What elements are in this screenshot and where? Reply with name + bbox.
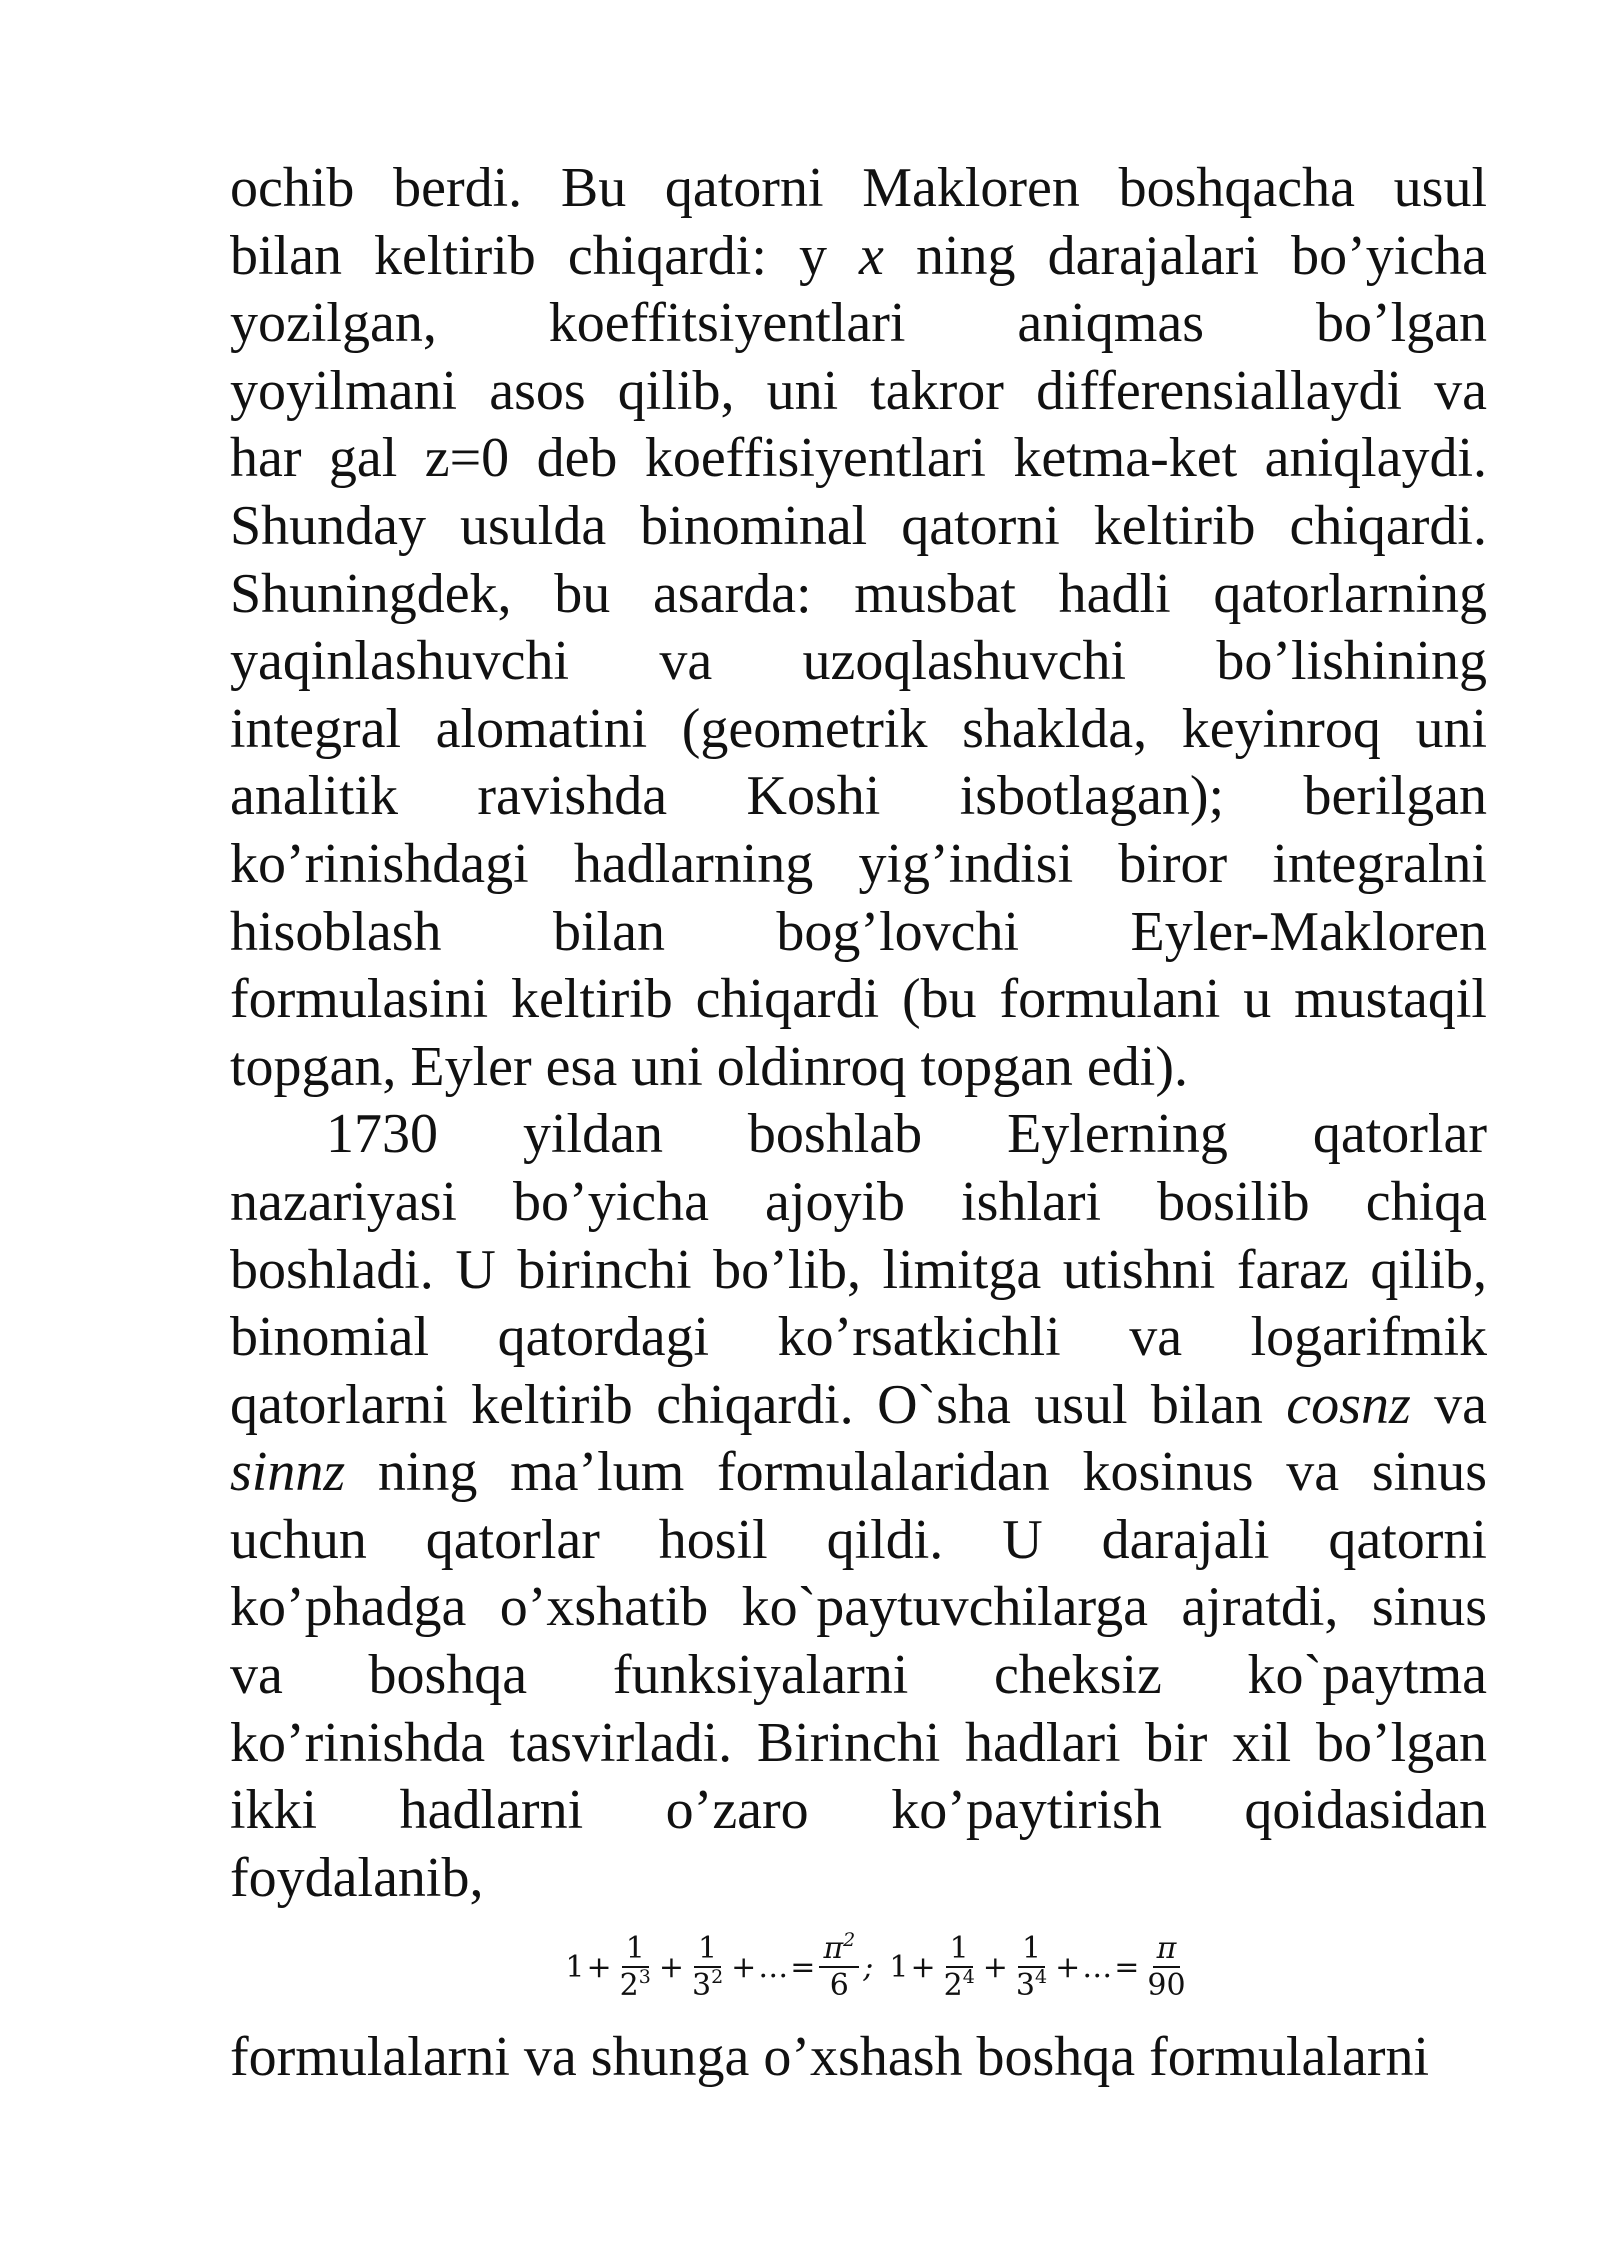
- text-line: ko’rinishdagi hadlarning yig’indisi biror integralni: [230, 832, 1487, 895]
- text-line: foydalanib,: [230, 1846, 484, 1909]
- fraction: [616, 1930, 655, 2004]
- text-line: formulasini keltirib chiqardi (bu formulani u mustaqil: [230, 968, 1487, 1031]
- italic-term: cosnz: [1286, 1373, 1411, 1436]
- exponent: 4: [962, 1966, 975, 1989]
- formula-term: 1: [565, 1949, 585, 1985]
- exponent: 3: [638, 1966, 651, 1989]
- italic-variable: x: [859, 224, 884, 287]
- fraction-denominator: 6: [829, 1968, 849, 2004]
- plus-sign: +: [658, 1949, 684, 1985]
- paragraph-1: [230, 155, 1487, 1101]
- fraction-denominator: [688, 1968, 727, 2002]
- fraction-numerator: π: [1153, 1933, 1181, 1969]
- fraction-numerator: 1: [1018, 1933, 1045, 1969]
- semicolon: ;: [863, 1949, 874, 1985]
- paragraph-2: [230, 1101, 1487, 1912]
- fraction-numerator: 1: [946, 1933, 973, 1969]
- ellipsis: …: [1082, 1949, 1113, 1985]
- text-line: ko’phadga o’xshatib ko`paytuvchilarga ajratdi, sinus: [230, 1576, 1487, 1639]
- fraction-numerator: 1: [622, 1933, 649, 1969]
- text-line: analitik ravishda Koshi isbotlagan); berilgan: [230, 765, 1487, 828]
- text-line: nazariyasi bo’yicha ajoyib ishlari bosilib chiqa: [230, 1170, 1487, 1233]
- base: 3: [1015, 1968, 1036, 2004]
- text-line: yaqinlashuvchi va uzoqlashuvchi bo’lishining: [230, 630, 1487, 693]
- fraction-numerator: [819, 1928, 859, 1969]
- plus-sign: +: [910, 1949, 936, 1985]
- text-line: [230, 223, 1487, 291]
- text-line: uchun qatorlar hosil qildi. U darajali qatorni: [230, 1508, 1487, 1571]
- text-line: formulalarni va shunga o’xshash boshqa formulalarni: [230, 2026, 1430, 2089]
- exponent: 4: [1035, 1966, 1048, 1989]
- text-run: ning darajalari bo’yicha: [883, 224, 1487, 287]
- plus-sign: +: [731, 1949, 757, 1985]
- text-run: bilan keltirib chiqardi: y: [230, 224, 860, 287]
- text-line: va boshqa funksiyalarni cheksiz ko`paytma: [230, 1644, 1487, 1707]
- text-line: binomial qatordagi ko’rsatkichli va logarifmik: [230, 1306, 1487, 1369]
- text-line: ochib berdi. Bu qatorni Makloren boshqacha usul: [230, 157, 1487, 219]
- text-line: boshladi. U birinchi bo’lib, limitga utishni faraz qilib,: [230, 1238, 1487, 1301]
- ellipsis: …: [758, 1949, 789, 1985]
- base: 2: [619, 1968, 639, 2004]
- fraction: [819, 1928, 859, 2004]
- text-line: yozilgan, koeffitsiyentlari aniqmas bo’lgan: [230, 292, 1487, 355]
- exponent: 2: [711, 1966, 724, 1989]
- paragraph-3: [230, 2024, 1487, 2092]
- text-line: ikki hadlarni o’zaro ko’paytirish qoidasidan: [230, 1779, 1487, 1842]
- plus-sign: +: [982, 1949, 1008, 1985]
- fraction: [1143, 1930, 1189, 2004]
- fraction-denominator: [616, 1968, 655, 2002]
- text-line: [230, 1372, 1487, 1440]
- series-formula: [230, 1912, 1487, 2022]
- fraction-denominator: 90: [1147, 1968, 1186, 2004]
- exponent: 2: [843, 1928, 856, 1951]
- text-line: yoyilmani asos qilib, uni takror differensiallaydi va: [230, 359, 1487, 422]
- base: π: [823, 1930, 844, 1966]
- italic-term: sinnz: [230, 1441, 346, 1504]
- plus-sign: +: [586, 1949, 612, 1985]
- equals-sign: =: [790, 1949, 816, 1985]
- fraction: [940, 1930, 979, 2004]
- text-line: hisoblash bilan bog’lovchi Eyler-Makloren: [230, 900, 1487, 963]
- plus-sign: +: [1055, 1949, 1081, 1985]
- text-run: qatorlarni keltirib chiqardi. O`sha usul bilan: [230, 1373, 1287, 1436]
- fraction: [688, 1930, 727, 2004]
- text-line: ko’rinishda tasvirladi. Birinchi hadlari bir xil bo’lgan: [230, 1711, 1487, 1774]
- text-line: [230, 1439, 1487, 1507]
- text-line: integral alomatini (geometrik shaklda, keyinroq uni: [230, 697, 1487, 760]
- text-line: har gal z=0 deb koeffisiyentlari ketma-ket aniqlaydi.: [230, 427, 1487, 490]
- equals-sign: =: [1114, 1949, 1140, 1985]
- text-line: Shuningdek, bu asarda: musbat hadli qatorlarning: [230, 562, 1487, 625]
- text-line: topgan, Eyler esa uni oldinroq topgan edi).: [230, 1035, 1188, 1098]
- text-run: va: [1410, 1373, 1487, 1436]
- base: 2: [943, 1968, 963, 2004]
- fraction-denominator: [940, 1968, 979, 2002]
- text-run: ning ma’lum formulalaridan kosinus va sinus: [345, 1441, 1487, 1504]
- text-line: Shunday usulda binominal qatorni keltirib chiqardi.: [230, 494, 1487, 557]
- base: 3: [691, 1968, 712, 2004]
- text-line: 1730 yildan boshlab Eylerning qatorlar: [326, 1103, 1487, 1166]
- fraction: [1012, 1930, 1051, 2004]
- formula-term: 1: [889, 1949, 909, 1985]
- fraction-denominator: [1012, 1968, 1051, 2002]
- fraction-numerator: 1: [694, 1933, 721, 1969]
- text-column: [230, 155, 1487, 2092]
